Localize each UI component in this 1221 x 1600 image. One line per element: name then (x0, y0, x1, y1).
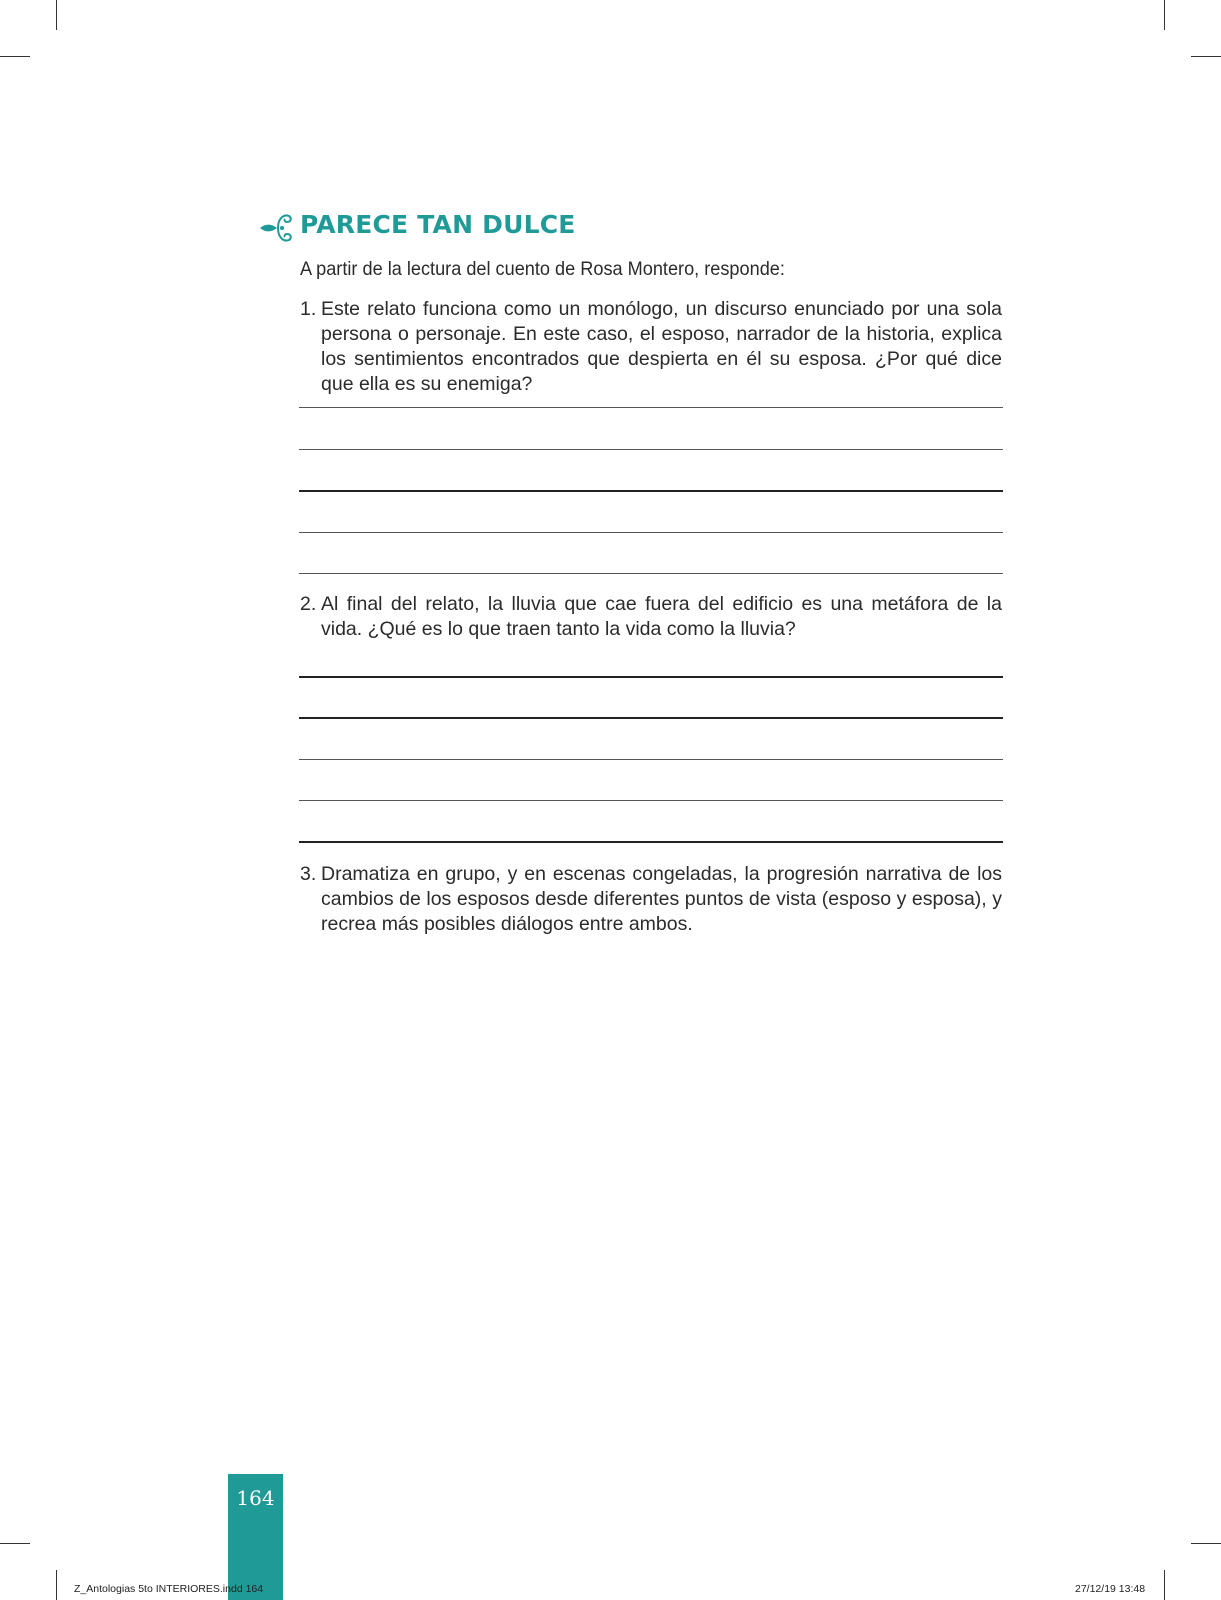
floral-ornament-icon (258, 210, 294, 246)
question-3 (300, 862, 1002, 937)
answer-line[interactable] (299, 841, 1003, 843)
crop-mark (1191, 1543, 1221, 1544)
crop-mark (0, 56, 30, 57)
answer-line[interactable] (299, 676, 1003, 678)
crop-mark (1164, 0, 1165, 30)
answer-line[interactable] (299, 449, 1003, 450)
answer-line[interactable] (299, 532, 1003, 533)
crop-mark (1191, 56, 1221, 57)
question-1 (300, 297, 1002, 397)
question-text: Al final del relato, la lluvia que cae fuera del edificio es una metáfora de la vida. ¿Qué es lo que traen tanto la vida como la lluvia? (321, 593, 1002, 640)
crop-mark (56, 0, 57, 30)
question-number: 2. (300, 593, 317, 615)
intro-text: A partir de la lectura del cuento de Rosa Montero, responde: (300, 258, 785, 280)
answer-line[interactable] (299, 800, 1003, 801)
page-number: 164 (236, 1486, 275, 1510)
footer-file-info: Z_Antologias 5to INTERIORES.indd 164 (74, 1583, 264, 1595)
footer-datetime: 27/12/19 13:48 (1075, 1583, 1146, 1595)
answer-line[interactable] (299, 759, 1003, 760)
answer-line[interactable] (299, 407, 1003, 408)
question-2 (300, 592, 1002, 642)
question-text: Dramatiza en grupo, y en escenas congeladas, la progresión narrativa de los cambios de los esposos desde diferentes puntos de vista (esposo y esposa), y recrea más posibles diálogos entre ambos. (321, 863, 1002, 935)
crop-mark (1164, 1570, 1165, 1600)
question-number: 1. (300, 298, 317, 320)
answer-line[interactable] (299, 490, 1003, 492)
crop-mark (0, 1543, 30, 1544)
question-number: 3. (300, 863, 317, 885)
page-title: PARECE TAN DULCE (300, 210, 576, 239)
answer-line[interactable] (299, 573, 1003, 574)
answer-line[interactable] (299, 717, 1003, 719)
question-text: Este relato funciona como un monólogo, un discurso enunciado por una sola persona o personaje. En este caso, el esposo, narrador de la historia, explica los sentimientos encontrados que despierta en él su esposa. ¿Por qué dice que ella es su enemiga? (321, 298, 1002, 395)
crop-mark (56, 1570, 57, 1600)
